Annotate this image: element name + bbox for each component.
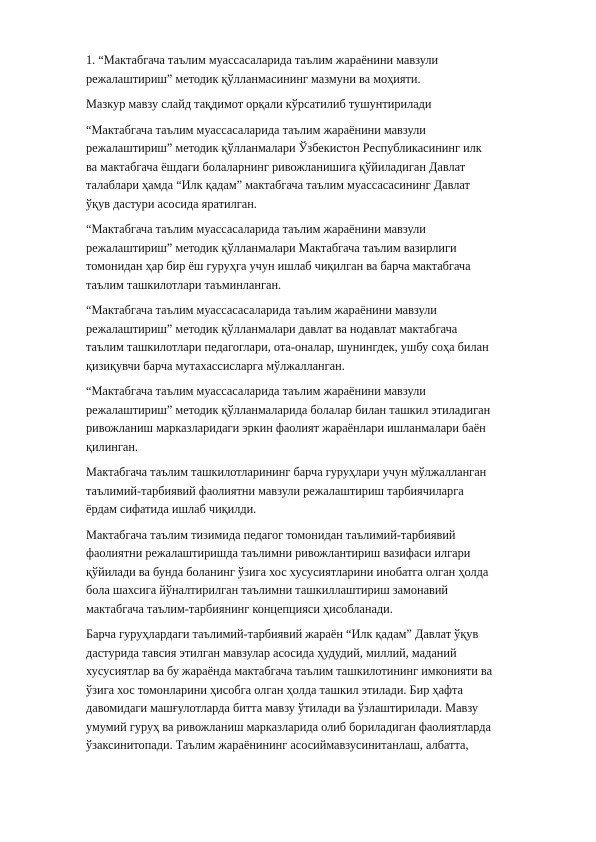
paragraph: “Мактабгача таълим муассасаларида таълим жараёнини мавзули режалаштириш” методик қўлланмалари Ўзбекистон Республикасининг илк ва мактабгача ёшдаги болаларнинг ривожланишига қўйиладиган Давлат талаблари ҳамда “Илк қадам” мактабгача таълим муассасасининг Давлат ўқув дастури асосида яратилган. bbox=[86, 122, 482, 211]
paragraph: Барча гуруҳлардаги таълимий-тарбиявий жараён “Илк қадам” Давлат ўқув дастурида тавсия этилган мавзулар асосида ҳудудий, миллий, маданий хусусиятлар ва бу жараёнда мактабгача таълим ташкилотининг имконияти ва ўзига хос томонларини ҳисобга олган ҳолда ташкил этилади. Бир ҳафта давомидаги машғулотларда битта мавзу ўтилади ва ўзлаштирилади. Мавзу умумий гуруҳ ва ривожланиш марказларида олиб бориладиган фаолиятларда ўзаксинитопади. Таълим жараёнининг асосиймавзусинитанлаш, албатта, bbox=[86, 627, 493, 752]
paragraph-intro: Мазкур мавзу слайд тақдимот орқали кўрсатилиб тушунтирилади bbox=[86, 97, 432, 111]
paragraph: “Мактабгача таълим муассасаларида таълим жараёнини мавзули режалаштириш” методик қўлланмалари Мактабгача таълим вазирлиги томонидан ҳар бир ёш гуруҳга учун ишлаб чиқилган ва барча мактабгача таълим ташкилотлари таъминланган. bbox=[86, 222, 471, 292]
document-page bbox=[86, 51, 530, 762]
paragraph: Мактабгача таълим ташкилотларининг барча гуруҳлари учун мўлжалланган таълимий-тарбиявий фаолиятни мавзули режалаштириш тарбиячиларга ёрдам сифатида ишлаб чиқилди. bbox=[86, 465, 487, 516]
paragraph: “Мактабгача таълим муассасасаларида таълим жараёнини мавзули режалаштириш” методик қўлланмалари давлат ва нодавлат мактабгача таълим ташкилотлари педагоглари, ота-оналар, шунингдек, ушбу соҳа билан қизиқувчи барча мутахассисларга мўлжалланган. bbox=[86, 303, 489, 373]
paragraph: Мактабгача таълим тизимида педагог томонидан таълимий-тарбиявий фаолиятни режалаштиришда таълимни ривожлантириш вазифаси илгари қўйилади ва бунда боланинг ўзига хос хусусиятларини инобатга олган ҳолда бола шахсига йўналтирилган таълимни ташкиллаштириш замонавий мактабгача таълим-тарбиянинг концепцияси ҳисобланади. bbox=[86, 527, 489, 616]
paragraph: “Мактабгача таълим муассасаларида таълим жараёнини мавзули режалаштириш” методик қўлланмаларида болалар билан ташкил этиладиган ривожланиш марказларидаги эркин фаолият жараёнлари ишланмалари баён қилинган. bbox=[86, 384, 491, 454]
section-heading: 1. “Мактабгача таълим муассасаларида таълим жараёнини мавзули режалаштириш” методик қўлланмасининг мазмуни ва моҳияти. bbox=[86, 53, 439, 86]
